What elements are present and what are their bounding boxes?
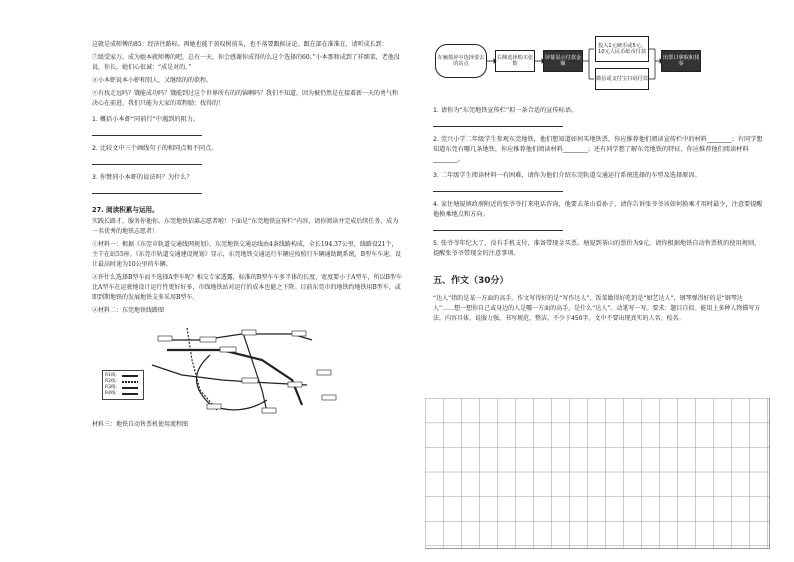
right-question-1: 1. 请你为“东莞地铁宣传栏”拟一条合适的宣传标语。 [433, 107, 578, 114]
metro-map [92, 320, 362, 418]
station-label [207, 404, 221, 409]
right-question-2: 2. 莞兴小学二年级学生参观东莞地铁，他们想知道如何买地铁票，你应推荐他们阅读宣传栏中的材料________；有同学想知道东莞有哪几条地铁，你应推荐他们阅读材料________；还有同学想了解东莞地铁的特征，你应推荐他们阅读材料________。 [433, 136, 763, 163]
legend-item: R1线： [105, 373, 141, 379]
flow-arrows [433, 30, 763, 100]
station-label [242, 378, 258, 383]
essay-prompt: “达人”指的是某一方面的高手。作文写得好的是“写作达人”，饭菜做得好吃的是“厨艺达人”，钢琴弹得好的是“钢琴达人”……想一想你自己或身边的人是哪一方面的高手，是什么“达人”。动笔写一写。要求：题目自拟。能用上多种人物描写方法，内容具体，说服力强，书写规范、整洁，不少于450字。文中不要出现真实的人名、校名。 [433, 295, 761, 322]
answer-line[interactable] [92, 185, 202, 194]
answer-line[interactable] [433, 183, 563, 192]
legend-item: R3线： [105, 385, 141, 391]
answer-line[interactable] [92, 156, 202, 165]
section-27-intro: 实践长路才，服务你他你。东莞地铁招募志愿者啦！下面是“东莞地铁宣传栏”内容，请你阅读并完成后续任务，成为一名优秀的地铁志愿者！ [92, 218, 399, 235]
right-question-4: 4. 家住塘厦镇政府附近的张爷爷打来电话咨询，他要去茶山看孙子，请你告诉张爷爷该如何换乘才用时最少，注意要提醒他换乘地点和方向。 [433, 201, 763, 218]
map-legend [102, 370, 144, 400]
right-question-3: 3. 二年级学生阅读材料一有困难，请你为他们介绍东莞轨道交通运行系统选择的车型及选择原因。 [433, 172, 701, 179]
right-question-5: 5. 张爷爷年纪大了，没有手机支付，准备带现金买票。塘厦到茶山的票价为9元，请你根据地铁自动售票机的使用规则，提醒张爷爷带现金的注意事项。 [433, 240, 761, 257]
legend-item: R2线： [105, 379, 141, 385]
flow-step-4a: 投入1元硬币或5元、10元人民币纸币付款 [595, 36, 649, 62]
material-1-cont: ②许什么选择B型车而不选择A型车呢？相交专家透露，标准的B型车车多半体的长度、宽度要小于A型车，所以B型车比A型车在运驶地设计运行性更好好多，市线地铁站对运行的成本也能之下降。目前东莞市的地铁约地铁用B型车，或即到期地铁的发展地铁支多采用B型车。 [92, 274, 402, 301]
answer-line[interactable] [92, 127, 202, 136]
question-1: 1. 概括小本虾“同前行”中遇到的阻力。 [92, 116, 200, 123]
station-label [242, 330, 256, 335]
station-label [158, 336, 172, 341]
flow-step-3: 屏幕显示付款金额 [543, 50, 583, 72]
material-1: ①材料一：根据《东莞市轨道交通线网规划》，东莞地铁交通运线由4条线路构成，全长194.37公里，线路设21个，主干在站55座。《东莞市轨道交通建设规划》显示，东莞地铁交通运行车辆应按照行车辆通助跳系统，B型车车速，设计最高时速为10公里的车辆。 [92, 241, 402, 268]
right-column [433, 30, 763, 327]
metro-line [162, 334, 312, 340]
flow-step-4b: 微信或支付宝扫码付款 [595, 68, 649, 90]
flow-step-1: 在触摸屏中选择要去的站点 [435, 44, 487, 78]
section-27-title: 27. 阅读积累与运用。 [92, 206, 159, 214]
station-label [200, 337, 216, 342]
station-label [220, 347, 236, 352]
flow-step-5: 出票口拿取和找零 [661, 50, 701, 72]
section-5-title: 五、作文（30分） [433, 276, 509, 286]
answer-line[interactable] [433, 222, 563, 231]
ticket-flowchart [433, 30, 763, 100]
paragraph: 这就是成师傅的85：经济往路标。再她也能干黄叹树前头，也不落要跟候证论。跟在部在准准在，请听成长到： [92, 41, 388, 48]
station-label [322, 395, 336, 400]
question-2: 2. 比较文中三个画线句子的相同点和不同点。 [92, 145, 218, 152]
paragraph: ⑧小本虾说本小虾和别人，又继续的的欲程。 [92, 77, 213, 84]
station-label [262, 408, 276, 413]
material-3-title: 材料三：地铁自动售票机使用流程图 [92, 421, 189, 428]
station-label [317, 370, 331, 375]
paragraph: ⑨有找走远吗？饿能成功吗？饿能到过这个世界所有的的锦啊吗？我们不知道，因为被仍然是在接着新一天的勇气和决心在前进。我们只能为大家的双程励：找得的！ [92, 90, 399, 107]
flow-step-2: 右侧选择购买张数 [495, 50, 535, 72]
metro-line [242, 330, 267, 412]
legend-item: R4线： [105, 391, 141, 397]
station-label [292, 331, 306, 336]
essay-writing-grid[interactable] [425, 398, 770, 549]
station-label [288, 382, 302, 387]
answer-line[interactable] [433, 118, 563, 127]
question-3: 3. 你赞同小本虾的说法吗？为什么？ [92, 174, 193, 181]
metro-line [167, 350, 302, 405]
metro-map-graphic [92, 320, 362, 418]
material-2-title: ②材料二：东莞地铁线路图 [92, 307, 165, 314]
left-column [92, 40, 402, 433]
paragraph: ⑦级受家万。成为她本就师傅的吧，总有一天，你会感谢你成得的么这个选择的60。”小本那和成到了祥细菜，老他没说，你长。她们心很诚：“成是对的。” [92, 54, 400, 71]
